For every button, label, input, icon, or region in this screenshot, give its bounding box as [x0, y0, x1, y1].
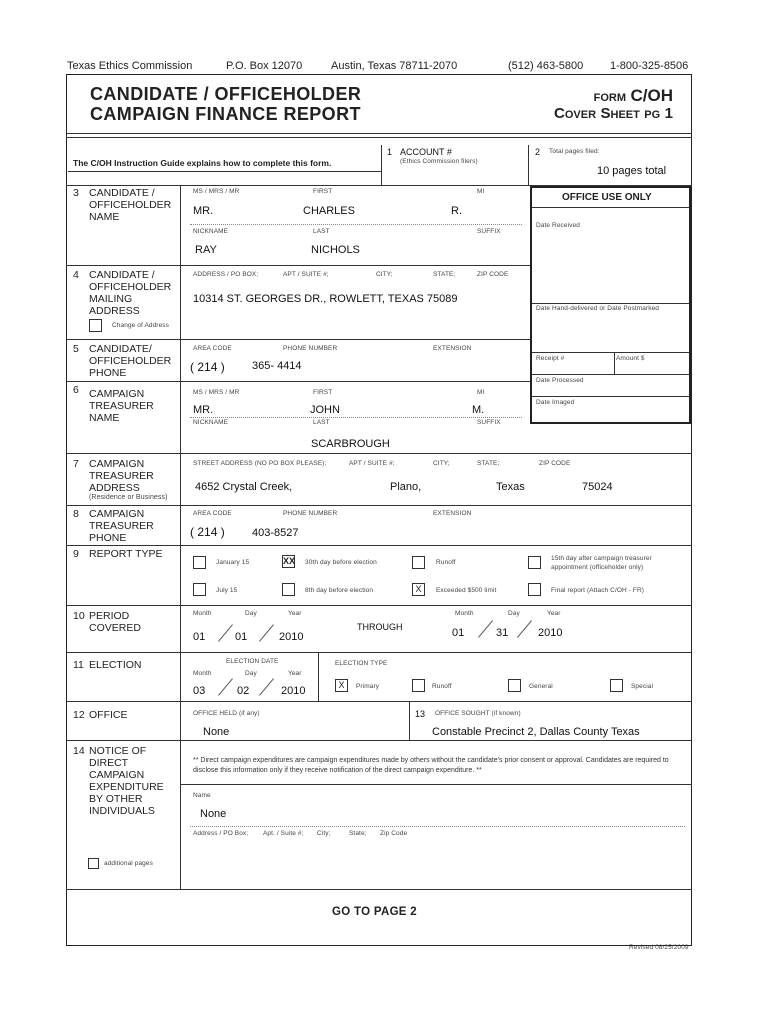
s11-num: 11: [73, 659, 84, 671]
s11-label: ELECTION: [89, 659, 142, 671]
s11-day[interactable]: 02: [237, 685, 250, 697]
s4-h-state: STATE;: [433, 271, 456, 278]
s12-h-held: OFFICE HELD (if any): [193, 710, 260, 717]
report-final-checkbox[interactable]: [528, 583, 541, 596]
date-processed-label: Date Processed: [536, 377, 584, 384]
report-jan15-label: January 15: [216, 559, 250, 566]
date-imaged-label: Date Imaged: [536, 399, 575, 406]
s11-h-type: ELECTION TYPE: [335, 660, 388, 667]
s3-nick[interactable]: RAY: [195, 244, 217, 256]
s5-label: CANDIDATE/ OFFICEHOLDER PHONE: [89, 343, 172, 379]
s4-h-apt: APT / SUITE #;: [283, 271, 329, 278]
title-line1: CANDIDATE / OFFICEHOLDER: [90, 84, 362, 104]
s4-h-address: ADDRESS / PO BOX;: [193, 271, 259, 278]
form-code: FORM C/OH: [593, 86, 673, 105]
s3-mi[interactable]: R.: [451, 205, 462, 217]
agency-address: P.O. Box 12070: [226, 60, 303, 72]
s3-h-nick: NICKNAME: [193, 228, 229, 235]
pages-label: Total pages filed:: [549, 148, 600, 155]
s8-num: 8: [73, 508, 79, 520]
s8-area[interactable]: ( 214 ): [190, 525, 225, 539]
report-8day-label: 8th day before election: [305, 587, 374, 594]
s3-first[interactable]: CHARLES: [303, 205, 355, 217]
additional-pages-label: additional pages: [104, 860, 153, 867]
s10-h-month-to: Month: [455, 610, 474, 617]
s5-h-ext: EXTENSION: [433, 345, 472, 352]
s7-h-street: STREET ADDRESS (NO PO BOX PLEASE);: [193, 460, 327, 467]
cover-sheet-label: COVER SHEET PG 1: [554, 105, 673, 122]
agency-tollfree: 1-800-325-8506: [610, 60, 689, 72]
election-general-checkbox[interactable]: [508, 679, 521, 692]
s10-num: 10: [73, 610, 85, 622]
amount-label: Amount $: [616, 355, 645, 362]
s7-city[interactable]: Plano,: [390, 481, 422, 493]
account-sub: (Ethics Commission filers): [400, 158, 478, 165]
s8-h-ext: EXTENSION: [433, 510, 472, 517]
s6-label: CAMPAIGN TREASURER NAME: [89, 388, 154, 424]
change-address-checkbox[interactable]: [89, 319, 102, 332]
s4-num: 4: [73, 269, 79, 281]
s10-from-day[interactable]: 01: [235, 631, 248, 643]
election-runoff-label: Runoff: [432, 683, 452, 690]
s4-address[interactable]: 10314 ST. GEORGES DR., ROWLETT, TEXAS 75089: [193, 293, 458, 305]
s13-h-sought: OFFICE SOUGHT (if known): [435, 710, 521, 717]
report-jan15-checkbox[interactable]: [193, 556, 206, 569]
s14-notice: ** Direct campaign expenditures are campaign expenditures made by others without the candidate's prior consent or approval. Candidates are required to disclose this information only if they receive notification of the direct campaign expenditure. **: [193, 757, 669, 774]
s9-num: 9: [73, 548, 79, 560]
report-final-label: Final report (Attach C/OH - FR): [551, 587, 645, 594]
s11-h-day: Day: [245, 670, 257, 677]
s11-h-month: Month: [193, 670, 212, 677]
s13-office-sought[interactable]: Constable Precinct 2, Dallas County Texas: [432, 726, 640, 738]
agency-city: Austin, Texas 78711-2070: [331, 60, 458, 72]
s10-from-year[interactable]: 2010: [279, 631, 304, 643]
agency-phone: (512) 463-5800: [508, 60, 584, 72]
s6-h-nick: NICKNAME: [193, 419, 229, 426]
report-15day-checkbox[interactable]: [528, 556, 541, 569]
s9-label: REPORT TYPE: [89, 548, 163, 560]
report-exceeded-label: Exceeded $500 limit: [436, 587, 497, 594]
s7-h-apt: APT / SUITE #;: [349, 460, 395, 467]
s7-h-zip: ZIP CODE: [539, 460, 571, 467]
hand-delivered-label: Date Hand-delivered or Date Postmarked: [536, 305, 660, 312]
pages-num: 2: [535, 147, 541, 157]
election-general-label: General: [529, 683, 553, 690]
s10-to-day[interactable]: 31: [496, 627, 509, 639]
s10-h-year: Year: [288, 610, 302, 617]
s10-h-day: Day: [245, 610, 257, 617]
s11-year[interactable]: 2010: [281, 685, 306, 697]
s10-to-month[interactable]: 01: [452, 627, 465, 639]
title-line2: CAMPAIGN FINANCE REPORT: [90, 104, 361, 124]
s10-label: PERIOD COVERED: [89, 610, 141, 634]
s6-last[interactable]: SCARBROUGH: [311, 438, 390, 450]
s3-num: 3: [73, 187, 79, 199]
s10-from-month[interactable]: 01: [193, 631, 206, 643]
report-runoff-label: Runoff: [436, 559, 456, 566]
election-primary-label: Primary: [356, 683, 380, 690]
s3-h-first: FIRST: [313, 188, 333, 195]
s10-h-day-to: Day: [508, 610, 520, 617]
s5-area[interactable]: ( 214 ): [190, 360, 225, 374]
s4-h-city: CITY;: [376, 271, 393, 278]
s3-h-mi: MI: [477, 188, 485, 195]
s6-mi[interactable]: M.: [472, 404, 485, 416]
s11-month[interactable]: 03: [193, 685, 206, 697]
s7-label: CAMPAIGN TREASURER ADDRESS: [89, 458, 154, 494]
report-30day-label: 30th day before election: [305, 559, 377, 566]
report-runoff-checkbox[interactable]: [412, 556, 425, 569]
s14-label: NOTICE OF DIRECT CAMPAIGN EXPENDITURE BY OTHER INDIVIDUALS: [89, 745, 164, 817]
s8-h-area: AREA CODE: [193, 510, 232, 517]
s6-first[interactable]: JOHN: [310, 404, 340, 416]
s14-num: 14: [73, 745, 85, 757]
s7-sub: (Residence or Business): [89, 494, 168, 501]
s14-name[interactable]: None: [200, 808, 227, 820]
s5-phone[interactable]: 365- 4414: [252, 360, 302, 372]
s5-num: 5: [73, 343, 79, 355]
s10-h-month: Month: [193, 610, 212, 617]
s7-street[interactable]: 4652 Crystal Creek,: [195, 481, 293, 493]
account-num: 1: [387, 147, 393, 157]
report-exceeded-checkbox[interactable]: X: [412, 583, 425, 596]
s3-prefix[interactable]: MR.: [193, 205, 214, 217]
election-special-checkbox[interactable]: [610, 679, 623, 692]
instruction-text: The C/OH Instruction Guide explains how to complete this form.: [73, 158, 332, 168]
office-use-title: OFFICE USE ONLY: [562, 192, 652, 203]
s14-h-addr: Address / PO Box;: [193, 830, 249, 837]
s13-num: 13: [415, 709, 426, 719]
report-jul15-label: July 15: [216, 587, 238, 594]
s8-h-phone: PHONE NUMBER: [283, 510, 338, 517]
receipt-label: Receipt #: [536, 355, 565, 362]
s3-h-prefix: MS / MRS / MR: [193, 188, 240, 195]
s5-h-phone: PHONE NUMBER: [283, 345, 338, 352]
s8-label: CAMPAIGN TREASURER PHONE: [89, 508, 154, 544]
s12-office-held[interactable]: None: [203, 726, 230, 738]
s12-num: 12: [73, 709, 85, 721]
s6-num: 6: [73, 384, 79, 396]
s3-last[interactable]: NICHOLS: [311, 244, 360, 256]
s6-h-mi: MI: [477, 389, 485, 396]
s7-zip[interactable]: 75024: [582, 481, 613, 493]
agency-name: Texas Ethics Commission: [67, 60, 193, 72]
s6-prefix[interactable]: MR.: [193, 404, 214, 416]
go-to-page-2: GO TO PAGE 2: [332, 906, 417, 918]
s14-h-apt: Apt. / Suite #;: [263, 830, 304, 837]
s14-h-state: State;: [349, 830, 367, 837]
s6-h-suffix: SUFFIX: [477, 419, 501, 426]
account-label: ACCOUNT #: [400, 147, 452, 157]
s14-h-city: City;: [317, 830, 331, 837]
s7-h-city: CITY;: [433, 460, 450, 467]
s7-state[interactable]: Texas: [496, 481, 525, 493]
pages-value: 10 pages total: [597, 165, 667, 177]
s10-to-year[interactable]: 2010: [538, 627, 563, 639]
election-runoff-checkbox[interactable]: [412, 679, 425, 692]
s3-h-last: LAST: [313, 228, 330, 235]
s6-h-prefix: MS / MRS / MR: [193, 389, 240, 396]
additional-pages-checkbox[interactable]: [88, 858, 99, 869]
report-30day-checkbox[interactable]: XX: [283, 556, 296, 566]
s14-h-zip: Zip Code: [380, 830, 408, 837]
s4-label: CANDIDATE / OFFICEHOLDER MAILING ADDRESS: [89, 269, 172, 317]
election-special-label: Special: [631, 683, 654, 690]
revised-date: Revised 08/25/2009: [629, 944, 689, 951]
s3-label: CANDIDATE / OFFICEHOLDER NAME: [89, 187, 172, 223]
change-address-label: Change of Address: [112, 322, 169, 329]
s7-h-state: STATE;: [477, 460, 500, 467]
s10-h-year-to: Year: [547, 610, 561, 617]
s11-h-date: ELECTION DATE: [226, 658, 279, 665]
report-15day-label: 15th day after campaign treasurer appointment (officeholder only): [551, 555, 652, 571]
through-label: THROUGH: [357, 622, 403, 632]
report-8day-checkbox[interactable]: [282, 583, 295, 596]
s14-h-name: Name: [193, 792, 211, 799]
s11-h-year: Year: [288, 670, 302, 677]
election-primary-checkbox[interactable]: X: [335, 679, 348, 692]
s6-h-first: FIRST: [313, 389, 333, 396]
date-received-label: Date Received: [536, 222, 580, 229]
s8-phone[interactable]: 403-8527: [252, 527, 299, 539]
s5-h-area: AREA CODE: [193, 345, 232, 352]
report-jul15-checkbox[interactable]: [193, 583, 206, 596]
s4-h-zip: ZIP CODE: [477, 271, 509, 278]
s12-label: OFFICE: [89, 709, 128, 721]
s7-num: 7: [73, 458, 79, 470]
s6-h-last: LAST: [313, 419, 330, 426]
s3-h-suffix: SUFFIX: [477, 228, 501, 235]
